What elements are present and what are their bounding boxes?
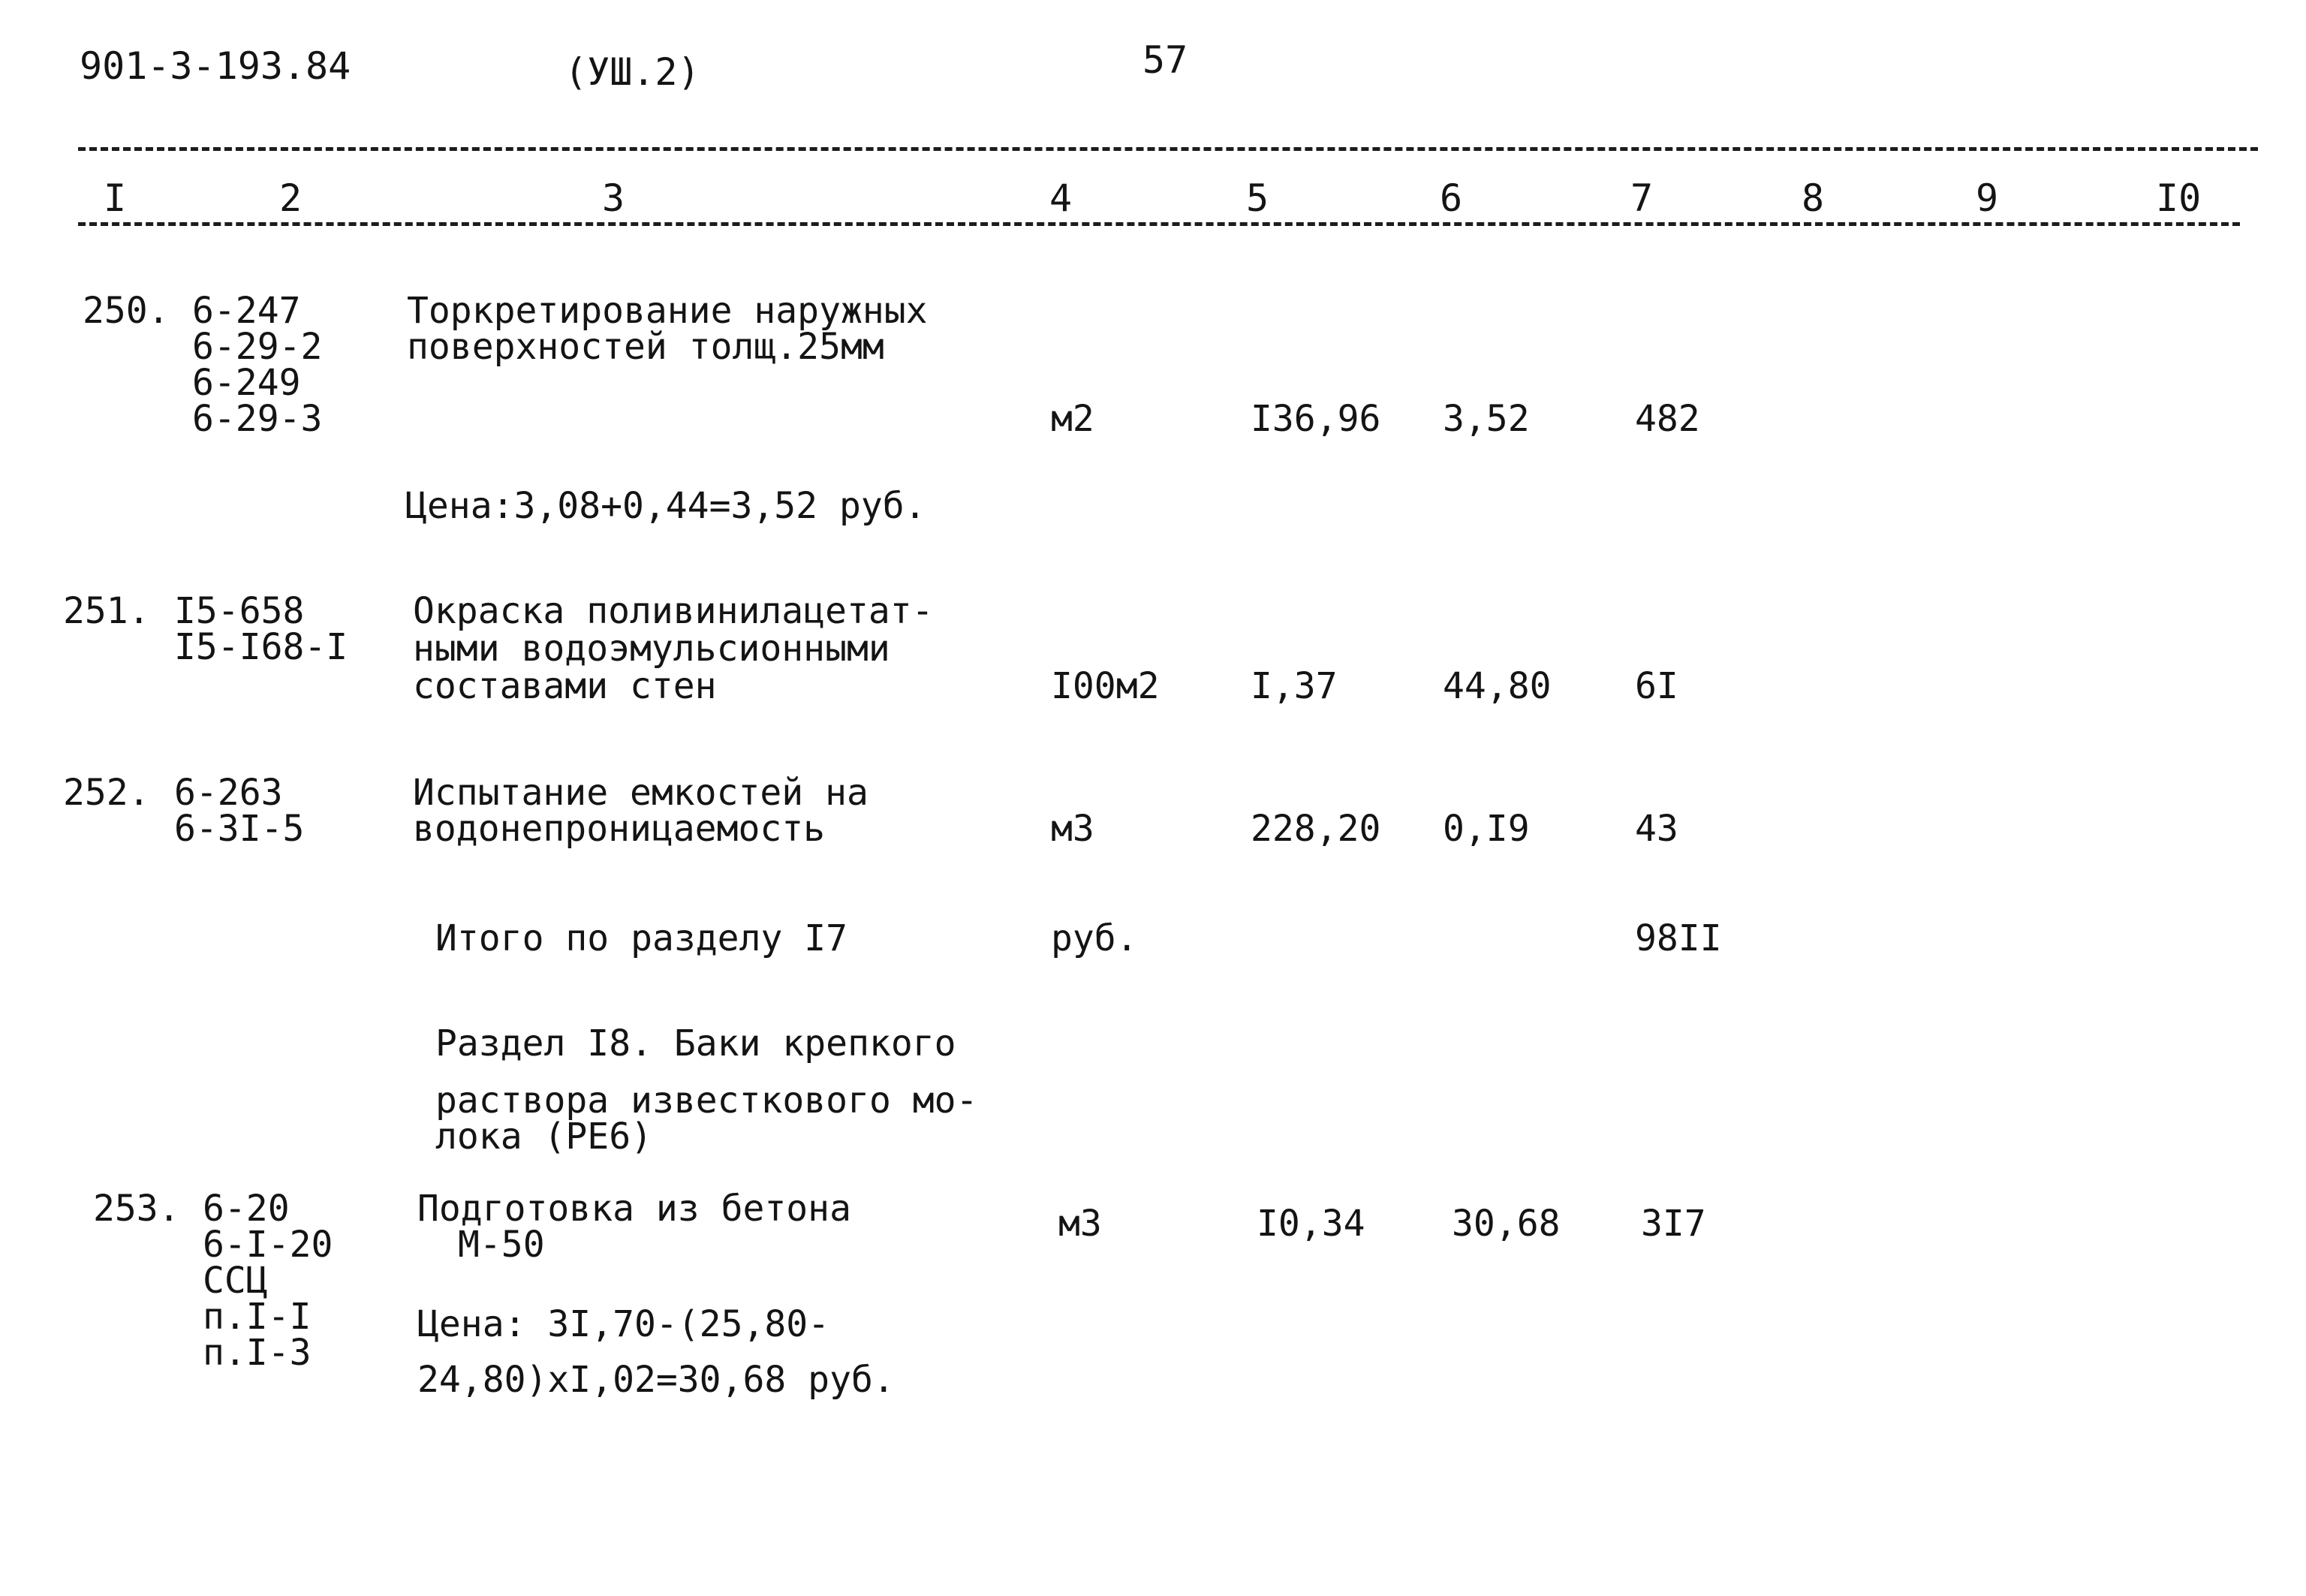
quantity: 228,20 — [1251, 808, 1381, 850]
column-number-9: 9 — [1976, 176, 1999, 220]
unit-price: 30,68 — [1452, 1203, 1561, 1245]
quantity: I,37 — [1251, 665, 1338, 707]
subtotal-label: Итого по разделу I7 — [435, 917, 848, 959]
quantity: I36,96 — [1251, 398, 1381, 440]
work-description: поверхностей толщ.25мм — [407, 326, 884, 368]
norm-code: 6-247 — [192, 290, 301, 332]
unit: м2 — [1051, 398, 1094, 440]
total-cost: 6I — [1635, 665, 1678, 707]
column-number-5: 5 — [1246, 176, 1269, 220]
subtotal-unit: руб. — [1051, 917, 1138, 959]
norm-code: 6-3I-5 — [174, 808, 305, 850]
unit-price: 0,I9 — [1443, 808, 1530, 850]
total-cost: 43 — [1635, 808, 1678, 850]
unit-price: 44,80 — [1443, 665, 1552, 707]
work-description: М-50 — [458, 1224, 545, 1266]
page-number: 57 — [1142, 38, 1188, 82]
row-number: 251. — [63, 590, 150, 632]
total-cost: 482 — [1635, 398, 1700, 440]
quantity: I0,34 — [1257, 1203, 1365, 1245]
norm-code: 6-20 — [203, 1188, 290, 1230]
norm-code: 6-249 — [192, 362, 301, 404]
album-number: (УШ.2) — [564, 50, 700, 94]
column-number-1: I — [104, 176, 127, 220]
section-title-line: раствора известкового мо- — [435, 1080, 978, 1122]
work-description: Испытание емкостей на — [413, 772, 869, 814]
norm-code: 6-I-20 — [203, 1224, 333, 1266]
norm-code: ССЦ — [203, 1260, 268, 1302]
column-number-7: 7 — [1630, 176, 1654, 220]
norm-code: 6-29-3 — [192, 398, 323, 440]
section-title-line: лока (РЕ6) — [435, 1116, 652, 1158]
column-number-6: 6 — [1440, 176, 1463, 220]
section-title-line: Раздел I8. Баки крепкого — [435, 1022, 956, 1065]
norm-code: п.I-3 — [203, 1332, 312, 1374]
norm-code: 6-29-2 — [192, 326, 323, 368]
norm-code: I5-I68-I — [174, 626, 348, 668]
norm-code: п.I-I — [203, 1296, 312, 1338]
column-number-2: 2 — [279, 176, 303, 220]
row-number: 250. — [83, 290, 170, 332]
norm-code: 6-263 — [174, 772, 283, 814]
work-description: Окраска поливинилацетат- — [413, 590, 934, 632]
price-note: Цена: 3I,70-(25,80- — [417, 1303, 830, 1345]
work-description: Подготовка из бетона — [417, 1188, 851, 1230]
document-code: 901-3-193.84 — [80, 44, 351, 88]
work-description: составами стен — [413, 665, 717, 707]
column-number-8: 8 — [1802, 176, 1825, 220]
row-number: 252. — [63, 772, 150, 814]
unit: I00м2 — [1051, 665, 1160, 707]
unit: м3 — [1058, 1203, 1102, 1245]
subtotal-total: 98II — [1635, 917, 1722, 959]
column-number-10: I0 — [2156, 176, 2202, 220]
column-number-3: 3 — [602, 176, 625, 220]
work-description: ными водоэмульсионными — [413, 628, 890, 670]
header-rule-top — [78, 147, 2258, 151]
norm-code: I5-658 — [174, 590, 305, 632]
unit: м3 — [1051, 808, 1094, 850]
price-note: 24,80)хI,02=30,68 руб. — [417, 1359, 895, 1401]
work-description: Торкретирование наружных — [407, 290, 928, 332]
column-number-4: 4 — [1049, 176, 1073, 220]
row-number: 253. — [93, 1188, 180, 1230]
work-description: водонепроницаемость — [413, 808, 826, 850]
header-rule-bottom — [78, 222, 2240, 226]
unit-price: 3,52 — [1443, 398, 1530, 440]
price-note: Цена:3,08+0,44=3,52 руб. — [405, 485, 926, 527]
total-cost: 3I7 — [1641, 1203, 1706, 1245]
